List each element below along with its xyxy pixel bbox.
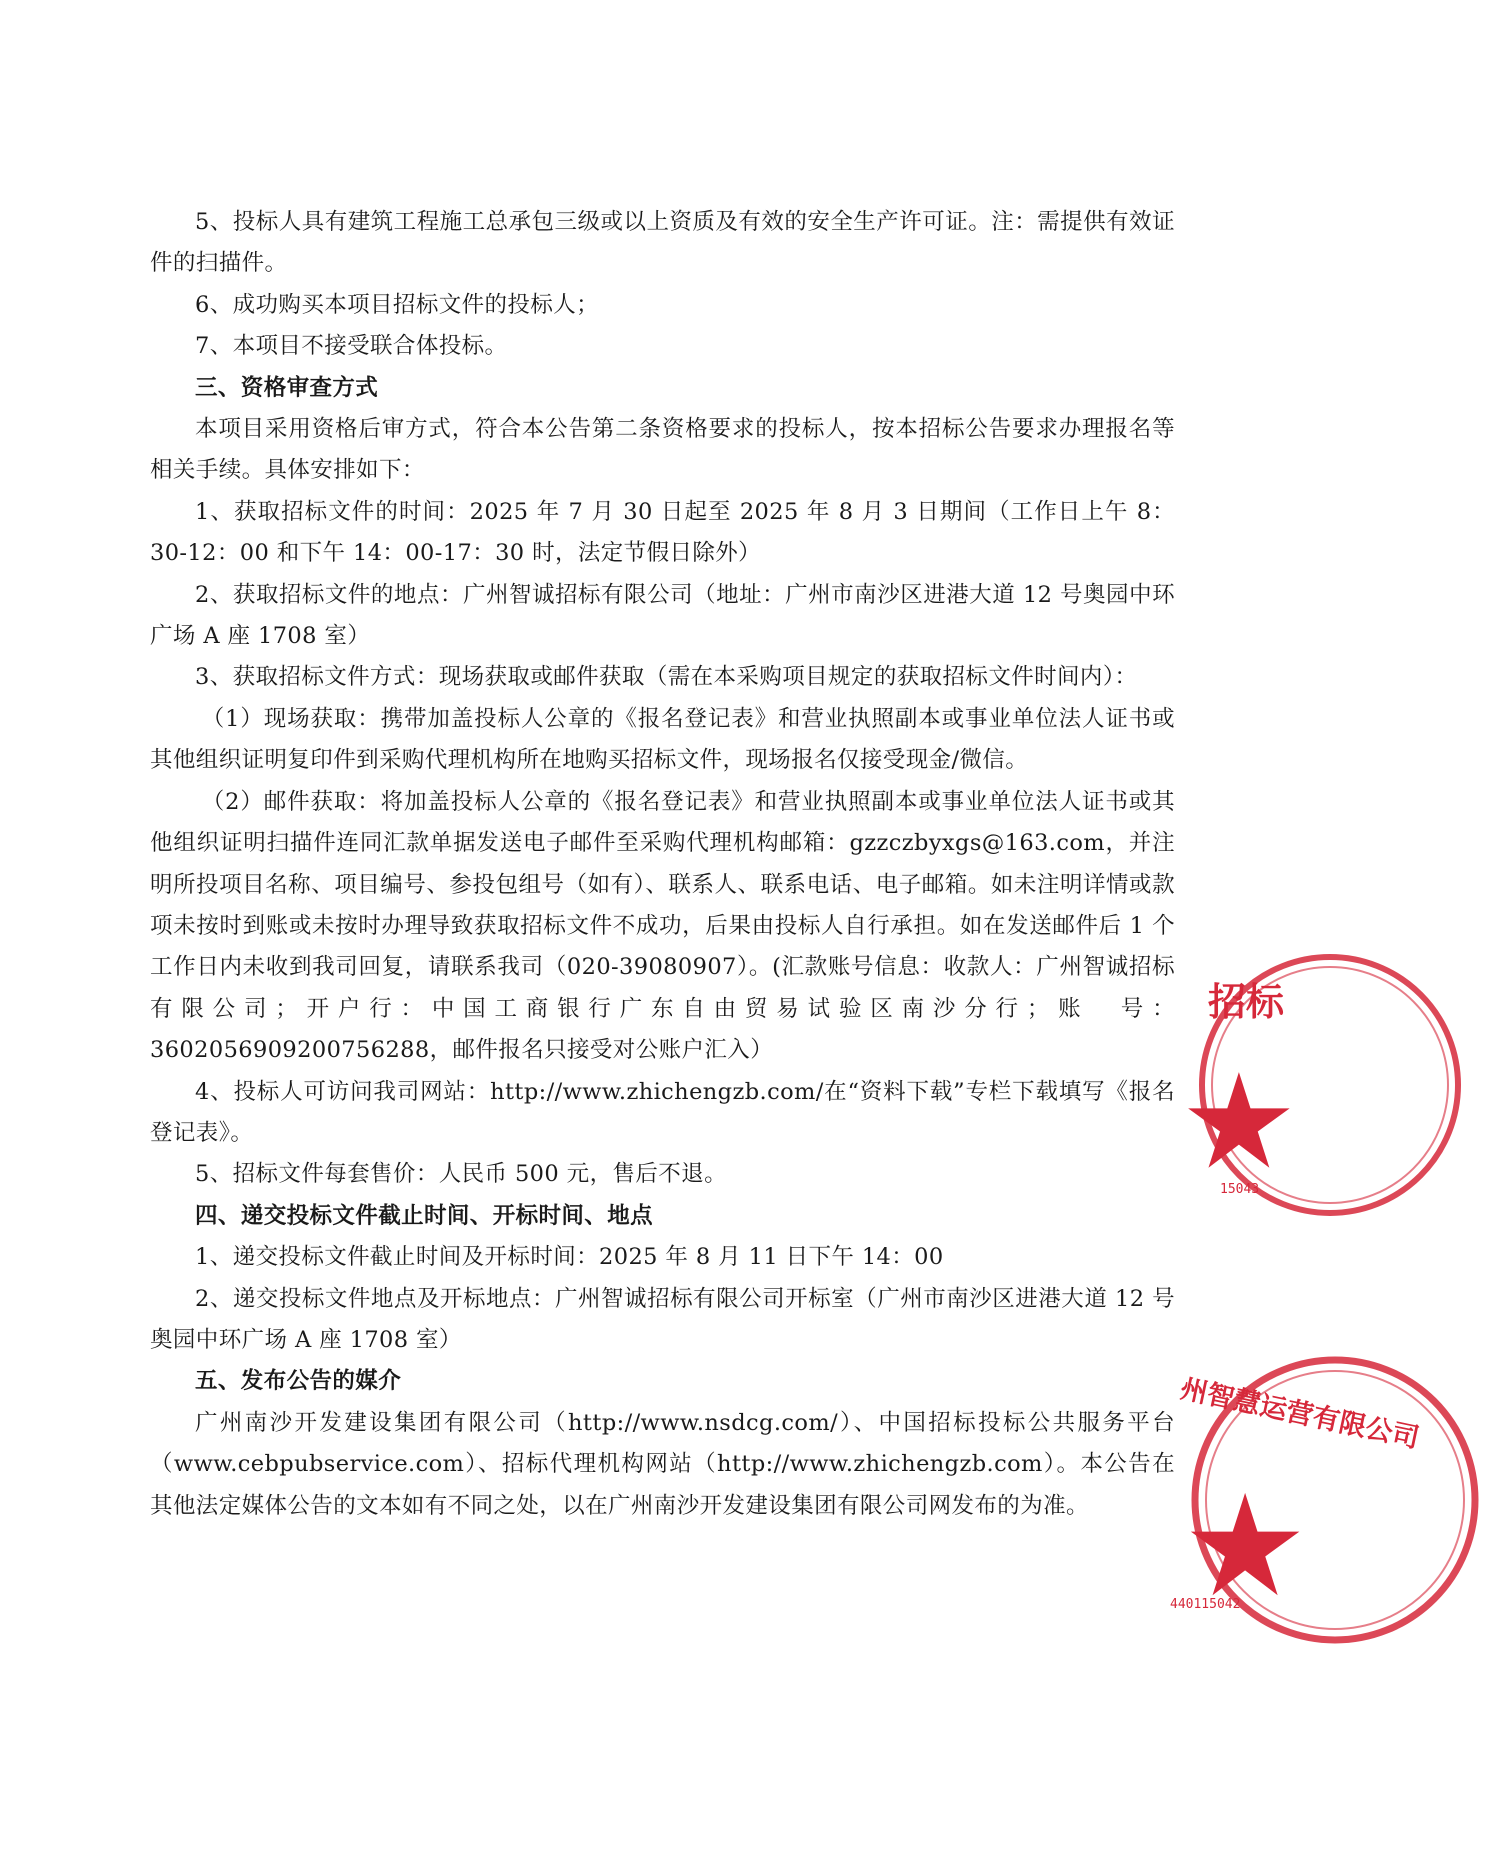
- seal-number: 15043: [1220, 1182, 1260, 1197]
- paragraph-email-obtain: （2）邮件获取：将加盖投标人公章的《报名登记表》和营业执照副本或事业单位法人证书或其他组织证明扫描件连同汇款单据发送电子邮件至采购代理机构邮箱：gzzczbyxgs@163.com，并注明所投项目名称、项目编号、参投包组号（如有）、联系人、联系电话、电子邮箱。如未注明详情或款项未按时到账或未按时办理导致获取招标文件不成功，后果由投标人自行承担。如在发送邮件后 1 个工作日内未收到我司回复，请联系我司（020-39080907）。(汇款账号信息：收款人：广州智诚招标有限公司；开户行：中国工商银行广东自由贸易试验区南沙分行；账 号：3602056909200756288，邮件报名只接受对公账户汇入）: [150, 788, 1175, 1064]
- paragraph-website: 4、投标人可访问我司网站：http://www.zhichengzb.com/在“资料下载”专栏下载填写《报名登记表》。: [150, 1078, 1175, 1146]
- paragraph-media: 广州南沙开发建设集团有限公司（http://www.nsdcg.com/）、中国招标投标公共服务平台（www.cebpubservice.com）、招标代理机构网站（http://www.zhichengzb.com）。本公告在其他法定媒体公告的文本如有不同之处，以在广州南沙开发建设集团有限公司网发布的为准。: [150, 1409, 1175, 1519]
- seal-number-2: 440115042: [1170, 1597, 1241, 1612]
- seal-graphic-2: [1160, 1350, 1490, 1680]
- paragraph-review-intro: 本项目采用资格后审方式，符合本公告第二条资格要求的投标人，按本招标公告要求办理报名等相关手续。具体安排如下：: [150, 416, 1175, 484]
- seal-label: 招标: [1208, 980, 1285, 1024]
- seal-label-2: 州智慧运营有限公司: [1177, 1373, 1422, 1455]
- paragraph-obtain-method: 3、获取招标文件方式：现场获取或邮件获取（需在本采购项目规定的获取招标文件时间内）：: [195, 664, 1138, 691]
- paragraph-obtain-time: 1、获取招标文件的时间：2025 年 7 月 30 日起至 2025 年 8 月 3 日期间（工作日上午 8：30-12：00 和下午 14：00-17：30 时，法定节假日除外）: [150, 498, 1175, 567]
- paragraph-submit-place: 2、递交投标文件地点及开标地点：广州智诚招标有限公司开标室（广州市南沙区进港大道 12 号奥园中环广场 A 座 1708 室）: [150, 1285, 1175, 1353]
- section-heading-5: 五、发布公告的媒介: [195, 1368, 402, 1395]
- paragraph-qualification-6: 6、成功购买本项目招标文件的投标人；: [195, 291, 600, 318]
- section-heading-4: 四、递交投标文件截止时间、开标时间、地点: [195, 1202, 654, 1229]
- operator-seal-stamp: [1160, 1355, 1422, 1645]
- paragraph-obtain-place: 2、获取招标文件的地点：广州智诚招标有限公司（地址：广州市南沙区进港大道 12 号奥园中环广场 A 座 1708 室）: [150, 581, 1175, 650]
- announcement-body: [150, 202, 1175, 1527]
- paragraph-deadline: 1、递交投标文件截止时间及开标时间：2025 年 8 月 11 日下午 14：00: [195, 1244, 944, 1271]
- paragraph-price: 5、招标文件每套售价：人民币 500 元，售后不退。: [195, 1161, 727, 1188]
- company-seal-stamp: [1185, 945, 1323, 1220]
- paragraph-qualification-7: 7、本项目不接受联合体投标。: [195, 333, 508, 360]
- paragraph-onsite-obtain: （1）现场获取：携带加盖投标人公章的《报名登记表》和营业执照副本或事业单位法人证书或其他组织证明复印件到采购代理机构所在地购买招标文件，现场报名仅接受现金/微信。: [150, 705, 1175, 774]
- paragraph-qualification-5: 5、投标人具有建筑工程施工总承包三级或以上资质及有效的安全生产许可证。注：需提供有效证件的扫描件。: [150, 209, 1175, 277]
- seal-graphic: [1180, 935, 1480, 1235]
- section-heading-3: 三、资格审查方式: [195, 374, 379, 401]
